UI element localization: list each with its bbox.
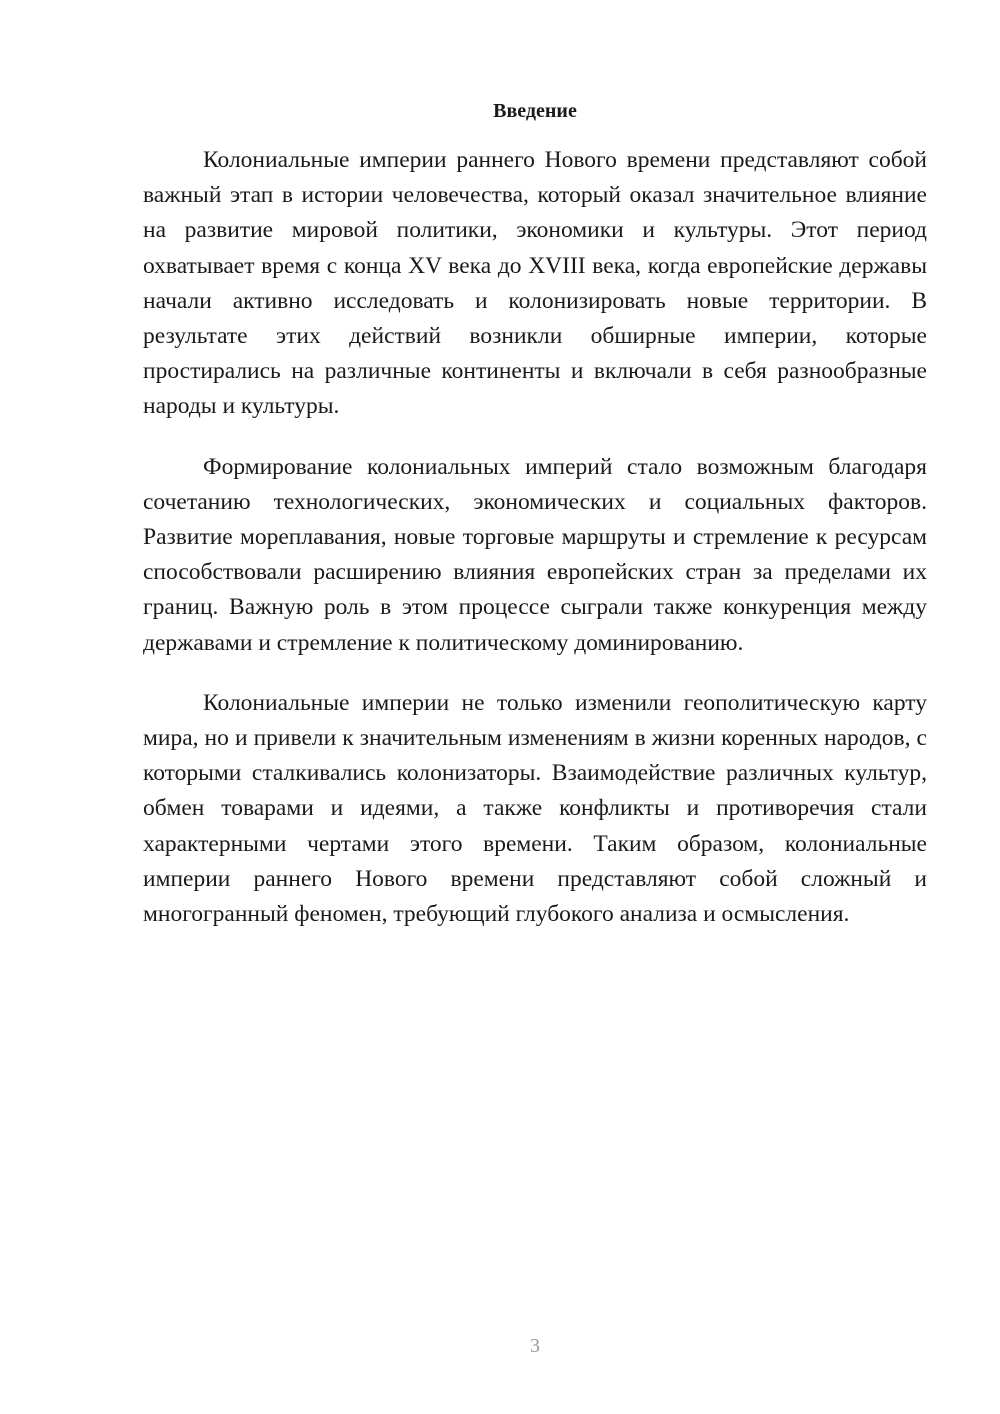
page-number: 3 [530, 1335, 540, 1357]
paragraph-2: Формирование колониальных империй стало возможным благодаря сочетанию технологических, экономических и социальных факторов. Развитие мореплавания, новые торговые маршруты и стремление к ресурсам способствовали расширению влияния европейских стран за пределами их границ. Важную роль в этом процессе сыграли также конкуренция между державами и стремление к политическому доминированию. [143, 453, 927, 656]
section-heading: Введение [493, 100, 577, 122]
body-text [143, 143, 927, 957]
paragraph-1: Колониальные империи раннего Нового времени представляют собой важный этап в истории человечества, который оказал значительное влияние на развитие мировой политики, экономики и культуры. Этот период охватывает время с конца XV века до XVIII века, когда европейские державы начали активно исследовать и колонизировать новые территории. В результате этих действий возникли обширные империи, которые простирались на различные континенты и включали в себя разнообразные народы и культуры. [143, 147, 927, 420]
paragraph-3: Колониальные империи не только изменили геополитическую карту мира, но и привели к значительным изменениям в жизни коренных народов, с которыми сталкивались колонизаторы. Взаимодействие различных культур, обмен товарами и идеями, а также конфликты и противоречия стали характерными чертами этого времени. Таким образом, колониальные империи раннего Нового времени представляют собой сложный и многогранный феномен, требующий глубокого анализа и осмысления. [143, 689, 927, 928]
